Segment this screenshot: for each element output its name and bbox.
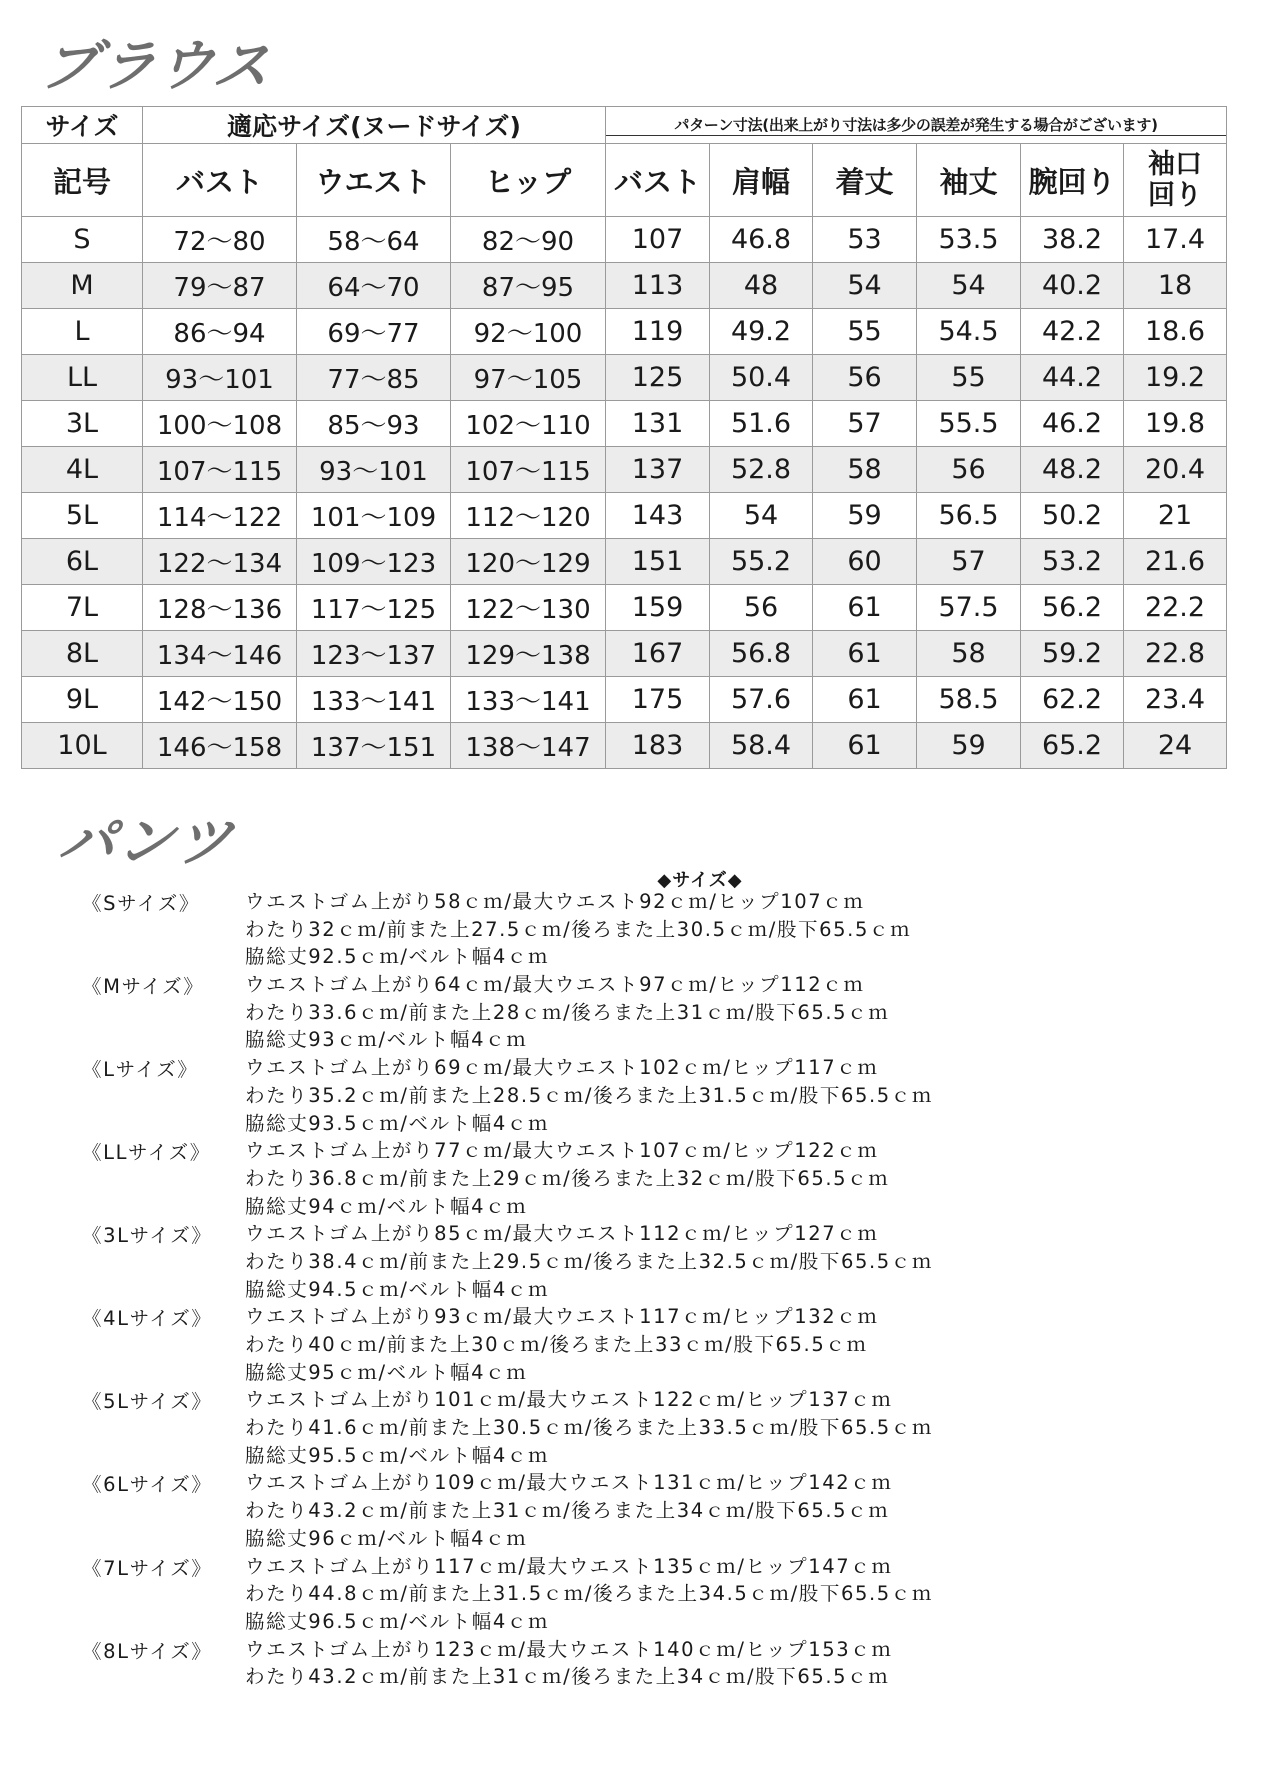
cuff-circumference-cell: 21 <box>1124 493 1227 539</box>
shoulder-width-cell: 46.8 <box>710 217 813 263</box>
nude-bust-cell: 100〜108 <box>143 401 297 447</box>
pants-size-label: 《Lサイズ》 <box>82 1058 199 1082</box>
shoulder-width-cell: 50.4 <box>710 355 813 401</box>
pants-detail-line: わたり44.8ｃｍ/前また上31.5ｃｍ/後ろまた上34.5ｃｍ/股下65.5ｃｍ <box>245 1582 933 1606</box>
pants-size-label: 《Sサイズ》 <box>82 892 200 915</box>
col-waist: ウエスト <box>297 144 451 217</box>
pants-detail-line: ウエストゴム上がり69ｃｍ/最大ウエスト102ｃｍ/ヒップ117ｃｍ <box>245 1056 879 1080</box>
pants-detail-line: 脇総丈93.5ｃｍ/ベルト幅4ｃｍ <box>245 1111 550 1135</box>
shoulder-width-cell: 57.6 <box>710 677 813 723</box>
col-pattern-bust: バスト <box>606 144 710 217</box>
pants-detail-line: 脇総丈95.5ｃｍ/ベルト幅4ｃｍ <box>245 1443 550 1467</box>
size-code-cell: LL <box>22 355 143 401</box>
size-code-cell: 9L <box>22 677 143 723</box>
nude-waist-cell: 93〜101 <box>297 447 451 493</box>
cuff-circumference-cell: 20.4 <box>1124 447 1227 493</box>
pants-detail-line: 脇総丈94ｃｍ/ベルト幅4ｃｍ <box>245 1194 528 1218</box>
sleeve-length-cell: 59 <box>917 723 1021 769</box>
body-length-cell: 61 <box>813 677 917 723</box>
pants-detail-line: ウエストゴム上がり117ｃｍ/最大ウエスト135ｃｍ/ヒップ147ｃｍ <box>245 1554 893 1578</box>
col-cuff <box>1124 144 1227 217</box>
pants-size-details <box>245 1137 1242 1220</box>
nude-bust-cell: 114〜122 <box>143 493 297 539</box>
nude-bust-cell: 93〜101 <box>143 355 297 401</box>
nude-hip-cell: 92〜100 <box>451 309 606 355</box>
pattern-bust-cell: 113 <box>606 263 710 309</box>
pants-size-item <box>82 1220 1242 1303</box>
pants-size-item <box>82 1303 1242 1386</box>
pants-size-details <box>245 1469 1242 1552</box>
size-code-cell: 10L <box>22 723 143 769</box>
body-length-cell: 60 <box>813 539 917 585</box>
nude-bust-cell: 146〜158 <box>143 723 297 769</box>
pants-detail-line: 脇総丈93ｃｍ/ベルト幅4ｃｍ <box>245 1028 528 1052</box>
pants-size-item <box>82 888 1242 971</box>
nude-waist-cell: 133〜141 <box>297 677 451 723</box>
pants-size-heading: ◆サイズ◆ <box>657 870 743 891</box>
size-code-cell: 7L <box>22 585 143 631</box>
pants-size-item <box>82 971 1242 1054</box>
body-length-cell: 59 <box>813 493 917 539</box>
nude-hip-cell: 102〜110 <box>451 401 606 447</box>
pants-size-details <box>245 1303 1242 1386</box>
body-length-cell: 58 <box>813 447 917 493</box>
cuff-circumference-cell: 18.6 <box>1124 309 1227 355</box>
pattern-bust-cell: 159 <box>606 585 710 631</box>
col-arm: 腕回り <box>1021 144 1124 217</box>
pants-size-details <box>245 1386 1242 1469</box>
table-row <box>22 263 1227 309</box>
sleeve-length-cell: 56 <box>917 447 1021 493</box>
col-shoulder: 肩幅 <box>710 144 813 217</box>
pattern-bust-cell: 175 <box>606 677 710 723</box>
table-row <box>22 539 1227 585</box>
pants-detail-line: わたり36.8ｃｍ/前また上29ｃｍ/後ろまた上32ｃｍ/股下65.5ｃｍ <box>245 1166 890 1190</box>
pants-detail-line: ウエストゴム上がり109ｃｍ/最大ウエスト131ｃｍ/ヒップ142ｃｍ <box>245 1471 893 1495</box>
pants-detail-line: ウエストゴム上がり101ｃｍ/最大ウエスト122ｃｍ/ヒップ137ｃｍ <box>245 1388 893 1412</box>
nude-bust-cell: 128〜136 <box>143 585 297 631</box>
pants-size-details <box>245 1553 1242 1636</box>
pants-detail-line: ウエストゴム上がり85ｃｍ/最大ウエスト112ｃｍ/ヒップ127ｃｍ <box>245 1222 879 1246</box>
pattern-bust-cell: 143 <box>606 493 710 539</box>
pants-size-details <box>245 1636 1242 1691</box>
pants-size-item <box>82 1054 1242 1137</box>
size-header: サイズ <box>22 107 143 144</box>
pants-size-label: 《3Lサイズ》 <box>82 1224 213 1248</box>
pants-detail-line: ウエストゴム上がり64ｃｍ/最大ウエスト97ｃｍ/ヒップ112ｃｍ <box>245 973 865 997</box>
pattern-bust-cell: 151 <box>606 539 710 585</box>
col-length: 着丈 <box>813 144 917 217</box>
pants-detail-line: ウエストゴム上がり93ｃｍ/最大ウエスト117ｃｍ/ヒップ132ｃｍ <box>245 1305 879 1329</box>
nude-hip-cell: 82〜90 <box>451 217 606 263</box>
pattern-size-note: パターン寸法(出来上がり寸法は多少の誤差が発生する場合がございます) <box>606 114 1226 136</box>
nude-hip-cell: 107〜115 <box>451 447 606 493</box>
sleeve-length-cell: 57.5 <box>917 585 1021 631</box>
pants-size-item <box>82 1469 1242 1552</box>
pants-detail-line: 脇総丈96.5ｃｍ/ベルト幅4ｃｍ <box>245 1609 550 1633</box>
table-row <box>22 401 1227 447</box>
nude-waist-cell: 137〜151 <box>297 723 451 769</box>
col-hip: ヒップ <box>451 144 606 217</box>
pants-detail-line: わたり41.6ｃｍ/前また上30.5ｃｍ/後ろまた上33.5ｃｍ/股下65.5ｃｍ <box>245 1416 933 1440</box>
pants-detail-line: ウエストゴム上がり58ｃｍ/最大ウエスト92ｃｍ/ヒップ107ｃｍ <box>245 890 865 913</box>
pattern-bust-cell: 119 <box>606 309 710 355</box>
size-code-cell: 8L <box>22 631 143 677</box>
pattern-size-header <box>606 107 1227 144</box>
cuff-circumference-cell: 19.8 <box>1124 401 1227 447</box>
size-code-cell: S <box>22 217 143 263</box>
table-row <box>22 493 1227 539</box>
pants-detail-line: わたり32ｃｍ/前また上27.5ｃｍ/後ろまた上30.5ｃｍ/股下65.5ｃｍ <box>245 917 912 941</box>
col-cuff-label: 袖口回り <box>1148 148 1203 211</box>
pattern-bust-cell: 167 <box>606 631 710 677</box>
pants-size-item <box>82 1137 1242 1220</box>
arm-circumference-cell: 59.2 <box>1021 631 1124 677</box>
shoulder-width-cell: 49.2 <box>710 309 813 355</box>
sleeve-length-cell: 53.5 <box>917 217 1021 263</box>
nude-hip-cell: 129〜138 <box>451 631 606 677</box>
body-length-cell: 55 <box>813 309 917 355</box>
pants-size-label: 《6Lサイズ》 <box>82 1473 213 1497</box>
nude-waist-cell: 64〜70 <box>297 263 451 309</box>
pants-size-details <box>245 1054 1242 1137</box>
sleeve-length-cell: 54.5 <box>917 309 1021 355</box>
size-code-cell: 3L <box>22 401 143 447</box>
nude-waist-cell: 58〜64 <box>297 217 451 263</box>
body-length-cell: 56 <box>813 355 917 401</box>
shoulder-width-cell: 55.2 <box>710 539 813 585</box>
arm-circumference-cell: 40.2 <box>1021 263 1124 309</box>
nude-hip-cell: 133〜141 <box>451 677 606 723</box>
table-row <box>22 355 1227 401</box>
cuff-circumference-cell: 23.4 <box>1124 677 1227 723</box>
shoulder-width-cell: 48 <box>710 263 813 309</box>
body-length-cell: 61 <box>813 631 917 677</box>
table-row <box>22 309 1227 355</box>
sleeve-length-cell: 56.5 <box>917 493 1021 539</box>
blouse-title: ブラウス <box>36 33 277 99</box>
nude-waist-cell: 85〜93 <box>297 401 451 447</box>
nude-bust-cell: 86〜94 <box>143 309 297 355</box>
col-sleeve: 袖丈 <box>917 144 1021 217</box>
shoulder-width-cell: 52.8 <box>710 447 813 493</box>
body-length-cell: 53 <box>813 217 917 263</box>
pants-detail-line: 脇総丈92.5ｃｍ/ベルト幅4ｃｍ <box>245 945 550 969</box>
table-row <box>22 217 1227 263</box>
pants-size-label: 《7Lサイズ》 <box>82 1556 213 1580</box>
size-code-cell: 6L <box>22 539 143 585</box>
size-code-cell: 4L <box>22 447 143 493</box>
pattern-bust-cell: 125 <box>606 355 710 401</box>
pants-detail-line: わたり40ｃｍ/前また上30ｃｍ/後ろまた上33ｃｍ/股下65.5ｃｍ <box>245 1333 868 1356</box>
pants-size-label: 《5Lサイズ》 <box>82 1390 213 1414</box>
arm-circumference-cell: 62.2 <box>1021 677 1124 723</box>
pants-size-label: 《4Lサイズ》 <box>82 1307 213 1331</box>
pattern-bust-cell: 131 <box>606 401 710 447</box>
arm-circumference-cell: 38.2 <box>1021 217 1124 263</box>
nude-hip-cell: 87〜95 <box>451 263 606 309</box>
pants-size-item <box>82 1553 1242 1636</box>
nude-hip-cell: 120〜129 <box>451 539 606 585</box>
size-code-cell: M <box>22 263 143 309</box>
pants-size-details <box>245 888 1242 971</box>
body-length-cell: 61 <box>813 723 917 769</box>
nude-waist-cell: 123〜137 <box>297 631 451 677</box>
arm-circumference-cell: 48.2 <box>1021 447 1124 493</box>
arm-circumference-cell: 42.2 <box>1021 309 1124 355</box>
pants-detail-line: ウエストゴム上がり77ｃｍ/最大ウエスト107ｃｍ/ヒップ122ｃｍ <box>245 1139 879 1163</box>
cuff-circumference-cell: 24 <box>1124 723 1227 769</box>
size-code-cell: L <box>22 309 143 355</box>
pants-size-item <box>82 1636 1242 1691</box>
pants-size-details <box>245 971 1242 1054</box>
nude-bust-cell: 72〜80 <box>143 217 297 263</box>
cuff-circumference-cell: 21.6 <box>1124 539 1227 585</box>
nude-waist-cell: 69〜77 <box>297 309 451 355</box>
sleeve-length-cell: 55 <box>917 355 1021 401</box>
pants-size-label: 《8Lサイズ》 <box>82 1639 213 1663</box>
table-row <box>22 677 1227 723</box>
arm-circumference-cell: 44.2 <box>1021 355 1124 401</box>
blouse-size-table <box>21 106 1227 769</box>
nude-size-header: 適応サイズ(ヌードサイズ) <box>143 107 606 144</box>
size-code-cell: 5L <box>22 493 143 539</box>
table-row <box>22 585 1227 631</box>
cuff-circumference-cell: 17.4 <box>1124 217 1227 263</box>
pants-detail-line: わたり35.2ｃｍ/前また上28.5ｃｍ/後ろまた上31.5ｃｍ/股下65.5ｃｍ <box>245 1083 933 1107</box>
shoulder-width-cell: 51.6 <box>710 401 813 447</box>
pants-detail-line: わたり33.6ｃｍ/前また上28ｃｍ/後ろまた上31ｃｍ/股下65.5ｃｍ <box>245 1000 890 1024</box>
cuff-circumference-cell: 22.2 <box>1124 585 1227 631</box>
shoulder-width-cell: 56.8 <box>710 631 813 677</box>
pants-size-details <box>245 1220 1242 1303</box>
arm-circumference-cell: 65.2 <box>1021 723 1124 769</box>
pants-detail-line: 脇総丈95ｃｍ/ベルト幅4ｃｍ <box>245 1360 528 1384</box>
pants-detail-line: わたり43.2ｃｍ/前また上31ｃｍ/後ろまた上34ｃｍ/股下65.5ｃｍ <box>245 1499 890 1523</box>
pants-detail-line: 脇総丈94.5ｃｍ/ベルト幅4ｃｍ <box>245 1277 550 1301</box>
shoulder-width-cell: 58.4 <box>710 723 813 769</box>
nude-waist-cell: 109〜123 <box>297 539 451 585</box>
nude-hip-cell: 112〜120 <box>451 493 606 539</box>
nude-waist-cell: 77〜85 <box>297 355 451 401</box>
pants-detail-line: 脇総丈96ｃｍ/ベルト幅4ｃｍ <box>245 1526 528 1550</box>
pants-title: パンツ <box>54 809 239 875</box>
cuff-circumference-cell: 22.8 <box>1124 631 1227 677</box>
arm-circumference-cell: 53.2 <box>1021 539 1124 585</box>
sleeve-length-cell: 58.5 <box>917 677 1021 723</box>
sleeve-length-cell: 58 <box>917 631 1021 677</box>
col-code: 記号 <box>22 144 143 217</box>
nude-hip-cell: 138〜147 <box>451 723 606 769</box>
pants-size-label: 《Mサイズ》 <box>82 975 205 999</box>
sleeve-length-cell: 55.5 <box>917 401 1021 447</box>
table-row <box>22 723 1227 769</box>
pants-detail-line: ウエストゴム上がり123ｃｍ/最大ウエスト140ｃｍ/ヒップ153ｃｍ <box>245 1637 893 1661</box>
pattern-bust-cell: 183 <box>606 723 710 769</box>
pants-size-item <box>82 1386 1242 1469</box>
nude-bust-cell: 107〜115 <box>143 447 297 493</box>
pattern-bust-cell: 137 <box>606 447 710 493</box>
nude-bust-cell: 122〜134 <box>143 539 297 585</box>
nude-hip-cell: 97〜105 <box>451 355 606 401</box>
pants-size-list <box>82 888 1242 1691</box>
cuff-circumference-cell: 18 <box>1124 263 1227 309</box>
table-row <box>22 631 1227 677</box>
shoulder-width-cell: 54 <box>710 493 813 539</box>
body-length-cell: 57 <box>813 401 917 447</box>
arm-circumference-cell: 46.2 <box>1021 401 1124 447</box>
nude-waist-cell: 101〜109 <box>297 493 451 539</box>
cuff-circumference-cell: 19.2 <box>1124 355 1227 401</box>
shoulder-width-cell: 56 <box>710 585 813 631</box>
sleeve-length-cell: 57 <box>917 539 1021 585</box>
nude-hip-cell: 122〜130 <box>451 585 606 631</box>
nude-bust-cell: 79〜87 <box>143 263 297 309</box>
nude-bust-cell: 142〜150 <box>143 677 297 723</box>
arm-circumference-cell: 50.2 <box>1021 493 1124 539</box>
nude-waist-cell: 117〜125 <box>297 585 451 631</box>
col-bust: バスト <box>143 144 297 217</box>
sleeve-length-cell: 54 <box>917 263 1021 309</box>
pants-detail-line: わたり38.4ｃｍ/前また上29.5ｃｍ/後ろまた上32.5ｃｍ/股下65.5ｃｍ <box>245 1249 933 1273</box>
body-length-cell: 61 <box>813 585 917 631</box>
body-length-cell: 54 <box>813 263 917 309</box>
pattern-bust-cell: 107 <box>606 217 710 263</box>
nude-bust-cell: 134〜146 <box>143 631 297 677</box>
table-row <box>22 447 1227 493</box>
pants-detail-line: わたり43.2ｃｍ/前また上31ｃｍ/後ろまた上34ｃｍ/股下65.5ｃｍ <box>245 1665 890 1689</box>
arm-circumference-cell: 56.2 <box>1021 585 1124 631</box>
pants-size-label: 《LLサイズ》 <box>82 1141 211 1165</box>
